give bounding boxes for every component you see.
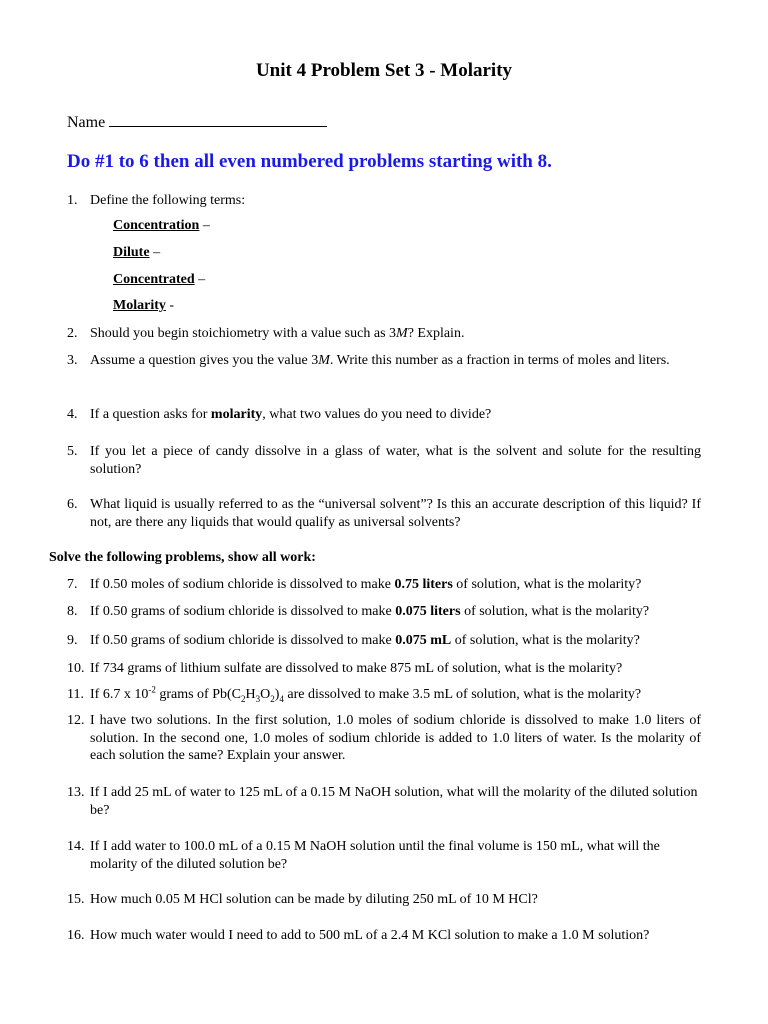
question-number: 2. (67, 326, 78, 341)
question-number: 13. (67, 785, 85, 800)
question-2 (67, 325, 701, 343)
question-3 (67, 352, 701, 370)
question-7 (67, 576, 701, 594)
question-number: 10. (67, 661, 85, 676)
term-dash: – (194, 272, 206, 287)
question-number: 11. (67, 687, 84, 702)
question-text: If a question asks for molarity, what two values do you need to divide? (90, 407, 492, 422)
page-title: Unit 4 Problem Set 3 - Molarity (255, 60, 513, 81)
question-13 (67, 784, 701, 819)
name-blank-line[interactable] (109, 110, 327, 127)
question-text: If I add water to 100.0 mL of a 0.15 M NaOH solution until the final volume is 150 mL, what will the molarity of the diluted solution be? (90, 839, 660, 872)
question-1 (67, 192, 701, 210)
question-11 (67, 686, 701, 704)
question-4 (67, 406, 701, 424)
question-text: What liquid is usually referred to as the “universal solvent”? Is this an accurate description of this liquid? If not, are there any liquids that would qualify as universal solvents? (90, 497, 701, 530)
question-number: 14. (67, 839, 85, 854)
term-dilute (113, 245, 160, 261)
question-9 (67, 632, 701, 650)
term-label: Concentration (113, 218, 200, 233)
term-concentrated (113, 272, 205, 288)
question-number: 1. (67, 193, 78, 208)
question-text: How much 0.05 M HCl solution can be made by diluting 250 mL of 10 M HCl? (90, 892, 538, 907)
question-number: 7. (67, 577, 78, 592)
question-text: How much water would I need to add to 500 mL of a 2.4 M KCl solution to make a 1.0 M solution? (90, 928, 650, 943)
question-10 (67, 660, 701, 678)
question-14 (67, 838, 701, 873)
instruction: Do #1 to 6 then all even numbered problems starting with 8. (67, 151, 552, 172)
question-text: If you let a piece of candy dissolve in a glass of water, what is the solvent and solute for the resulting solution? (90, 444, 701, 477)
question-number: 9. (67, 633, 78, 648)
name-field[interactable] (67, 110, 327, 132)
question-text: If 0.50 moles of sodium chloride is dissolved to make 0.75 liters of solution, what is the molarity? (90, 577, 642, 592)
term-molarity (113, 298, 174, 314)
question-5 (67, 443, 701, 478)
question-number: 8. (67, 604, 78, 619)
term-concentration (113, 218, 210, 234)
term-label: Dilute (113, 245, 150, 260)
question-text: Assume a question gives you the value 3M. Write this number as a fraction in terms of moles and liters. (90, 353, 670, 368)
term-label: Concentrated (113, 272, 195, 287)
section-heading: Solve the following problems, show all work: (49, 550, 316, 565)
question-text: I have two solutions. In the first solution, 1.0 moles of sodium chloride is dissolved to make 1.0 liters of solution. In the second one, 1.0 moles of sodium chloride is added to 1.0 liters of water. Is the molarity of each solution the same? Explain your answer. (90, 713, 701, 764)
question-number: 16. (67, 928, 85, 943)
question-text: If 6.7 x $10^{-2}$ grams of $Pb(C_2H_3O_2)_4$ are dissolved to make 3.5 mL of solution, what is the molarity? (90, 684, 642, 704)
question-number: 12. (67, 713, 85, 728)
term-dash: – (149, 245, 161, 260)
question-8 (67, 603, 701, 621)
question-text: If 0.50 grams of sodium chloride is dissolved to make 0.075 mL of solution, what is the molarity? (90, 633, 640, 648)
question-text: If 0.50 grams of sodium chloride is dissolved to make 0.075 liters of solution, what is the molarity? (90, 604, 650, 619)
term-dash: – (199, 218, 210, 233)
question-text: If I add 25 mL of water to 125 mL of a 0.15 M NaOH solution, what will the molarity of the diluted solution be? (90, 785, 698, 818)
question-6 (67, 496, 701, 531)
question-number: 6. (67, 497, 78, 512)
question-number: 15. (67, 892, 85, 907)
question-number: 5. (67, 444, 78, 459)
term-label: Molarity (113, 298, 166, 313)
name-label: Name (67, 114, 106, 131)
question-number: 3. (67, 353, 78, 368)
question-text: Define the following terms: (90, 193, 246, 208)
question-15 (67, 891, 701, 909)
question-text: If 734 grams of lithium sulfate are dissolved to make 875 mL of solution, what is the molarity? (90, 661, 623, 676)
question-number: 4. (67, 407, 78, 422)
question-16 (67, 927, 701, 945)
question-text: Should you begin stoichiometry with a value such as 3M? Explain. (90, 326, 465, 341)
question-12 (67, 712, 701, 765)
term-dash: - (165, 298, 175, 313)
